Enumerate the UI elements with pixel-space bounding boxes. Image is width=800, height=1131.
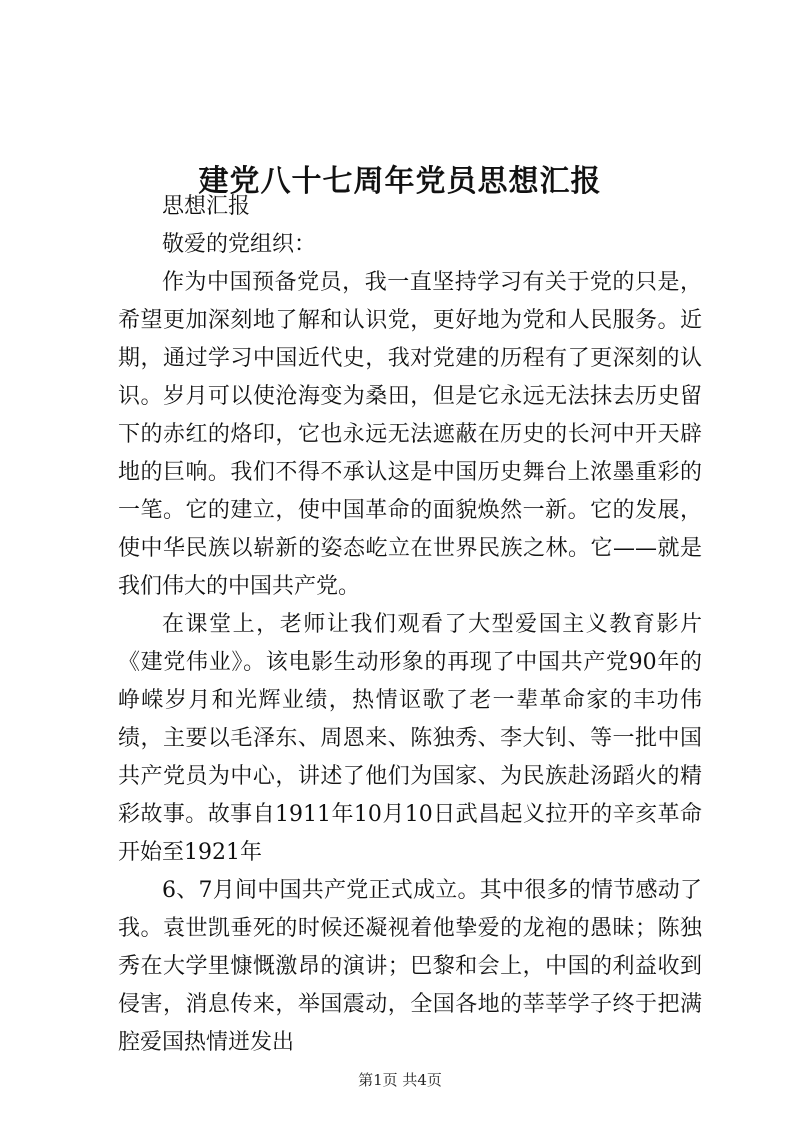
- page-footer: [0, 1070, 800, 1090]
- page-indicator: 第1页 共4页: [358, 1071, 442, 1089]
- page-title: 建党八十七周年党员思想汇报: [198, 164, 602, 200]
- paragraph-1: 作为中国预备党员，我一直坚持学习有关于党的只是，希望更加深刻地了解和认识党，更好地为党和人民服务。近期，通过学习中国近代史，我对党建的历程有了更深刻的认识。岁月可以使沧海变为桑田，但是它永远无法抹去历史留下的赤红的烙印，它也永远无法遮蔽在历史的长河中开天辟地的巨响。我们不得不承认这是中国历史舞台上浓墨重彩的一笔。它的建立，使中国革命的面貌焕然一新。它的发展，使中华民族以崭新的姿态屹立在世界民族之林。它——就是我们伟大的中国共产党。: [118, 270, 702, 599]
- paragraph-2: 在课堂上，老师让我们观看了大型爱国主义教育影片《建党伟业》。该电影生动形象的再现了中国共产党90年的峥嵘岁月和光辉业绩，热情讴歌了老一辈革命家的丰功伟绩，主要以毛泽东、周恩来、陈独秀、李大钊、等一批中国共产党员为中心，讲述了他们为国家、为民族赴汤蹈火的精彩故事。故事自1911年10月10日武昌起义拉开的辛亥革命开始至1921年: [118, 612, 702, 865]
- document-body: [118, 188, 702, 1062]
- paragraph-3: 6、7月间中国共产党正式成立。其中很多的情节感动了我。袁世凯垂死的时候还凝视着他挚爱的龙袍的愚昧；陈独秀在大学里慷慨激昂的演讲；巴黎和会上，中国的利益收到侵害，消息传来，举国震动，全国各地的莘莘学子终于把满腔爱国热情迸发出: [118, 878, 702, 1055]
- paragraph-heading: 思想汇报: [162, 194, 251, 219]
- paragraph-salutation: 敬爱的党组织：: [162, 232, 317, 257]
